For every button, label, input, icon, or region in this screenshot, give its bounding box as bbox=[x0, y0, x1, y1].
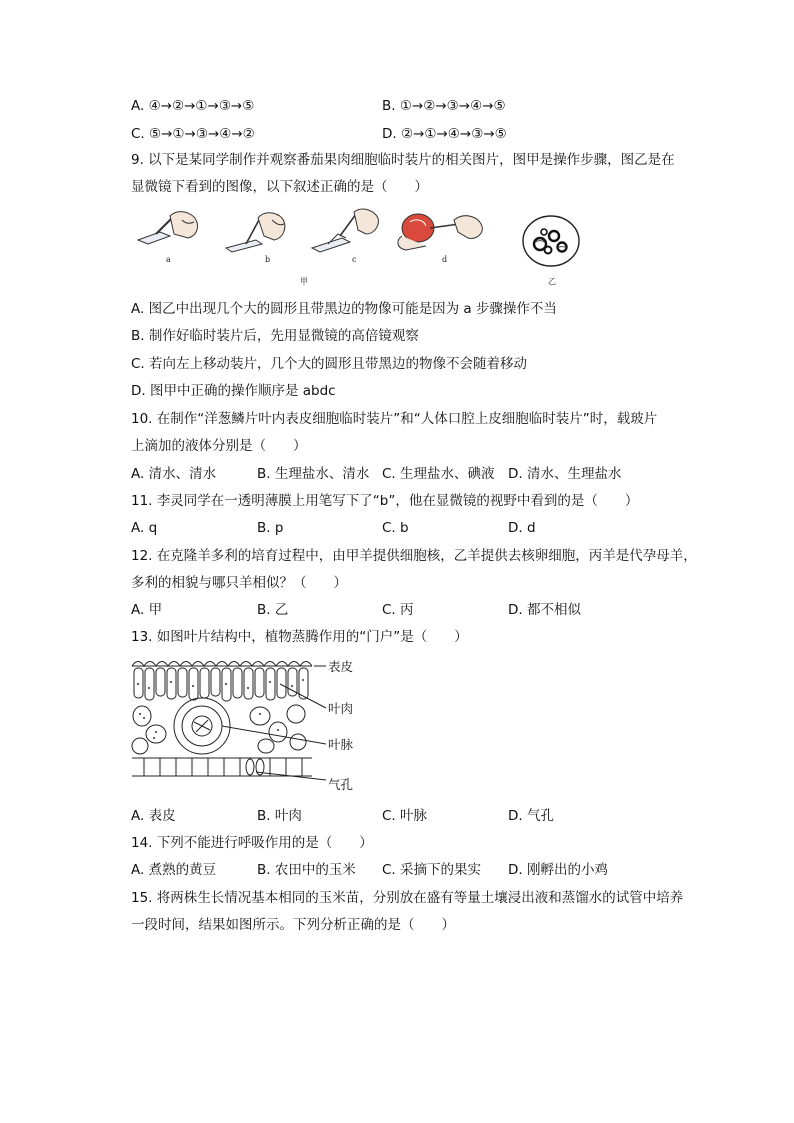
q9-stem-line2: 显微镜下看到的图像，以下叙述正确的是（ ） bbox=[131, 179, 428, 195]
q8-option-b: B. ①→②→③→④→⑤ bbox=[382, 98, 506, 114]
q11-option-a: A. q bbox=[131, 520, 158, 536]
q10-stem-line2: 上滴加的液体分别是（ ） bbox=[131, 438, 307, 454]
q12-option-c: C. 丙 bbox=[382, 602, 414, 618]
q10-option-d: D. 清水、生理盐水 bbox=[508, 466, 622, 482]
vein-bundle bbox=[174, 698, 230, 754]
q15-stem-line2: 一段时间，结果如图所示。下列分析正确的是（ ） bbox=[131, 917, 455, 933]
q13-option-a: A. 表皮 bbox=[131, 808, 176, 824]
q9-option-c: C. 若向左上移动装片，几个大的圆形且带黑边的物像不会随着移动 bbox=[131, 356, 528, 372]
q10-option-a: A. 清水、清水 bbox=[131, 466, 217, 482]
q10-option-b: B. 生理盐水、清水 bbox=[257, 466, 370, 482]
q8-option-a: A. ④→②→①→③→⑤ bbox=[131, 98, 255, 114]
q8-option-d: D. ②→①→④→③→⑤ bbox=[382, 126, 507, 142]
step-d-illustration bbox=[398, 214, 482, 250]
leaf-label-mesophyll: 叶肉 bbox=[328, 701, 354, 716]
q14-option-b: B. 农田中的玉米 bbox=[257, 862, 356, 878]
q12-option-a: A. 甲 bbox=[131, 602, 163, 618]
leaf-structure-diagram bbox=[130, 654, 330, 794]
q12-stem-line1: 12. 在克隆羊多利的培育过程中，由甲羊提供细胞核，乙羊提供去核卵细胞，丙羊是代孕母羊， bbox=[131, 548, 697, 564]
q15-stem-line1: 15. 将两株生长情况基本相同的玉米苗，分别放在盛有等量土壤浸出液和蒸馏水的试管中培养 bbox=[131, 890, 684, 906]
spongy-cells bbox=[132, 705, 306, 754]
figure-yi-label: 乙 bbox=[548, 277, 556, 286]
step-d-label: d bbox=[442, 255, 448, 264]
step-a-illustration bbox=[138, 212, 198, 244]
q14-option-a: A. 煮熟的黄豆 bbox=[131, 862, 217, 878]
leaf-label-vein: 叶脉 bbox=[328, 737, 354, 752]
q12-option-d: D. 都不相似 bbox=[508, 602, 581, 618]
q14-option-c: C. 采摘下的果实 bbox=[382, 862, 482, 878]
q11-option-d: D. d bbox=[508, 520, 536, 536]
q11-stem: 11. 李灵同学在一透明薄膜上用笔写下了“b”，他在显微镜的视野中看到的是（ ） bbox=[131, 493, 639, 509]
q14-option-d: D. 刚孵出的小鸡 bbox=[508, 862, 608, 878]
figure-jia-label: 甲 bbox=[300, 277, 308, 286]
q9-option-a: A. 图乙中出现几个大的圆形且带黑边的物像可能是因为 a 步骤操作不当 bbox=[131, 301, 557, 317]
step-b-illustration bbox=[226, 213, 285, 252]
q9-figure-jia bbox=[134, 206, 494, 266]
q10-stem-line1: 10. 在制作“洋葱鳞片叶内表皮细胞临时装片”和“人体口腔上皮细胞临时装片”时，载玻片 bbox=[131, 411, 658, 427]
q11-option-b: B. p bbox=[257, 520, 284, 536]
q9-option-d: D. 图甲中正确的操作顺序是 abdc bbox=[131, 383, 336, 399]
q12-option-b: B. 乙 bbox=[257, 602, 289, 618]
leaf-label-stoma: 气孔 bbox=[328, 777, 354, 792]
q8-option-c: C. ⑤→①→③→④→② bbox=[131, 126, 255, 142]
step-c-label: c bbox=[352, 255, 357, 264]
step-a-label: a bbox=[166, 255, 171, 264]
q9-figure-yi bbox=[520, 214, 582, 268]
step-c-illustration bbox=[312, 209, 378, 252]
q13-option-b: B. 叶肉 bbox=[257, 808, 302, 824]
q13-option-d: D. 气孔 bbox=[508, 808, 554, 824]
q9-stem-line1: 9. 以下是某同学制作并观察番茄果肉细胞临时装片的相关图片，图甲是操作步骤，图乙是在 bbox=[131, 152, 675, 168]
q10-option-c: C. 生理盐水、碘液 bbox=[382, 466, 495, 482]
q13-option-c: C. 叶脉 bbox=[382, 808, 428, 824]
leaf-label-epidermis: 表皮 bbox=[328, 659, 354, 674]
q14-stem: 14. 下列不能进行呼吸作用的是（ ） bbox=[131, 835, 373, 851]
step-b-label: b bbox=[265, 255, 271, 264]
q12-stem-line2: 多利的相貌与哪只羊相似？（ ） bbox=[131, 575, 347, 591]
q13-stem: 13. 如图叶片结构中，植物蒸腾作用的“门户”是（ ） bbox=[131, 629, 468, 645]
q9-option-b: B. 制作好临时装片后，先用显微镜的高倍镜观察 bbox=[131, 328, 419, 344]
q11-option-c: C. b bbox=[382, 520, 409, 536]
